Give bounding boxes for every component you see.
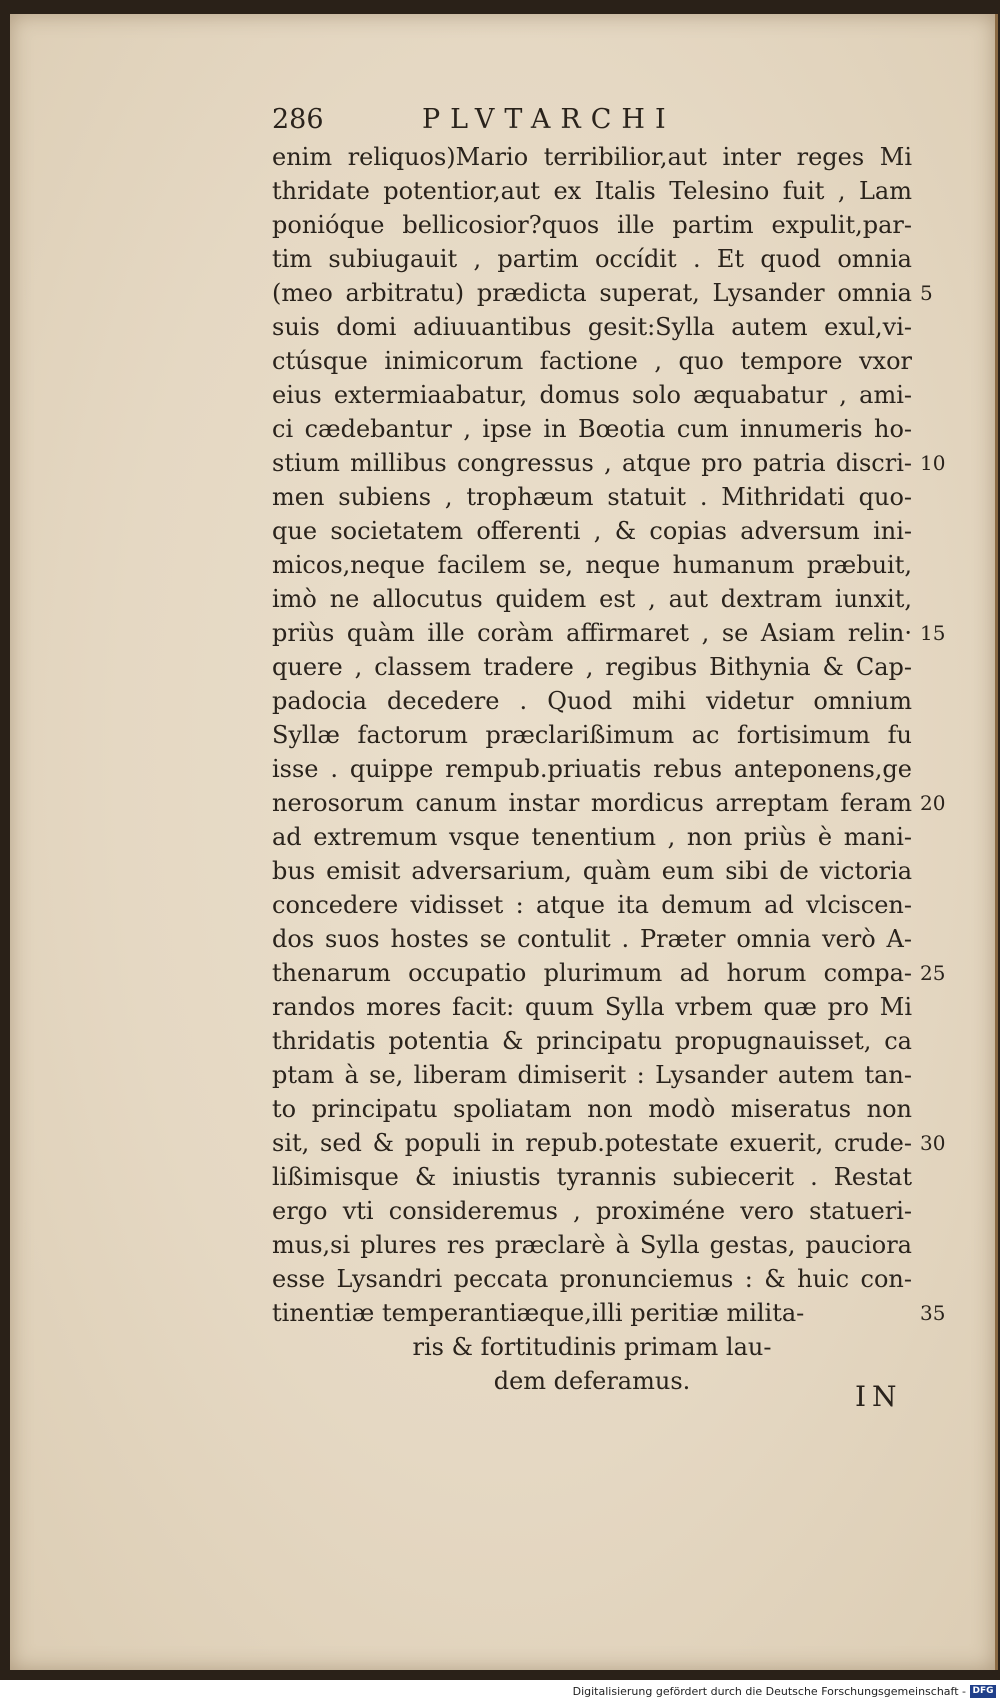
text-line bbox=[272, 684, 912, 718]
text-line bbox=[272, 1364, 912, 1398]
line-text: ergo vti consideremus , proximéne vero statueri- bbox=[272, 1197, 912, 1225]
line-text: nerosorum canum instar mordicus arreptam feram bbox=[272, 789, 912, 817]
line-text: tinentiæ temperantiæque,illi peritiæ milita- bbox=[272, 1299, 805, 1327]
line-text: concedere vidisset : atque ita demum ad vlciscen- bbox=[272, 891, 912, 919]
text-line bbox=[272, 616, 946, 650]
line-text: isse . quippe rempub.priuatis rebus anteponens,ge bbox=[272, 755, 912, 783]
line-text: ad extremum vsque tenentium , non priùs è mani- bbox=[272, 823, 912, 851]
text-line bbox=[272, 1024, 912, 1058]
line-text: thridate potentior,aut ex Italis Telesino fuit , Lam bbox=[272, 177, 912, 205]
line-text: stium millibus congressus , atque pro patria discri- bbox=[272, 449, 912, 477]
text-line bbox=[272, 718, 912, 752]
text-line bbox=[272, 412, 912, 446]
line-text: to principatu spoliatam non modò miseratus non bbox=[272, 1095, 912, 1123]
line-text: tim subiugauit , partim occídit . Et quod omnia bbox=[272, 245, 912, 273]
text-lines bbox=[272, 140, 946, 1398]
line-text: randos mores facit: quum Sylla vrbem quæ pro Mi bbox=[272, 993, 912, 1021]
text-line bbox=[272, 990, 912, 1024]
text-line bbox=[272, 1058, 912, 1092]
line-number: 30 bbox=[920, 1131, 946, 1155]
text-line bbox=[272, 1126, 946, 1160]
text-line bbox=[272, 650, 912, 684]
line-text: ris & fortitudinis primam lau- bbox=[412, 1333, 772, 1361]
line-text: thridatis potentia & principatu propugnauisset, ca bbox=[272, 1027, 912, 1055]
line-number: 20 bbox=[920, 791, 946, 815]
text-line bbox=[272, 548, 912, 582]
line-text: ptam à se, liberam dimiserit : Lysander autem tan- bbox=[272, 1061, 912, 1089]
line-number: 10 bbox=[920, 451, 946, 475]
line-text: men subiens , trophæum statuit . Mithridati quo- bbox=[272, 483, 912, 511]
line-text: dem deferamus. bbox=[493, 1367, 691, 1395]
line-number: 15 bbox=[920, 621, 946, 645]
text-line bbox=[272, 446, 946, 480]
page-number: 286 bbox=[272, 104, 324, 135]
line-text: ctúsque inimicorum factione , quo tempore vxor bbox=[272, 347, 912, 375]
line-text: dos suos hostes se contulit . Præter omnia verò A- bbox=[272, 925, 912, 953]
text-line bbox=[272, 888, 912, 922]
line-text: lißimisque & iniustis tyrannis subiecerit . Restat bbox=[272, 1163, 912, 1191]
text-line bbox=[272, 854, 912, 888]
line-text: que societatem offerenti , & copias adversum ini- bbox=[272, 517, 912, 545]
line-text: mus,si plures res præclarè à Sylla gestas, pauciora bbox=[272, 1231, 912, 1259]
text-line bbox=[272, 174, 912, 208]
line-text: thenarum occupatio plurimum ad horum compa- bbox=[272, 959, 912, 987]
line-number: 35 bbox=[920, 1301, 946, 1325]
line-text: eius extermiaabatur, domus solo æquabatur , ami- bbox=[272, 381, 912, 409]
text-line bbox=[272, 378, 912, 412]
text-block bbox=[272, 100, 946, 1398]
text-line bbox=[272, 208, 912, 242]
text-line bbox=[272, 1194, 912, 1228]
text-line bbox=[272, 1330, 912, 1364]
line-text: enim reliquos)Mario terribilior,aut inter reges Mi bbox=[272, 143, 912, 171]
line-text: suis domi adiuuantibus gesit:Sylla autem exul,vi- bbox=[272, 313, 912, 341]
text-line bbox=[272, 922, 912, 956]
text-line bbox=[272, 1092, 912, 1126]
line-text: ci cædebantur , ipse in Bœotia cum innumeris ho- bbox=[272, 415, 912, 443]
header-title: PLVTARCHI bbox=[422, 104, 676, 135]
text-line bbox=[272, 242, 912, 276]
catchword: IN bbox=[855, 1380, 903, 1413]
line-number: 5 bbox=[920, 281, 933, 305]
line-text: ponióque bellicosior?quos ille partim expulit,par- bbox=[272, 211, 912, 239]
text-line bbox=[272, 752, 912, 786]
text-line bbox=[272, 310, 912, 344]
running-head bbox=[272, 100, 912, 140]
line-text: imò ne allocutus quidem est , aut dextram iunxit, bbox=[272, 585, 912, 613]
dfg-logo: DFG bbox=[970, 1685, 996, 1698]
text-line bbox=[272, 140, 912, 174]
text-line bbox=[272, 582, 912, 616]
line-text: quere , classem tradere , regibus Bithynia & Cap- bbox=[272, 653, 912, 681]
text-line bbox=[272, 344, 912, 378]
text-line bbox=[272, 514, 912, 548]
text-line bbox=[272, 276, 933, 310]
line-text: padocia decedere . Quod mihi videtur omnium bbox=[272, 687, 912, 715]
line-text: Syllæ factorum præclarißimum ac fortisimum fu bbox=[272, 721, 912, 749]
line-text: (meo arbitratu) prædicta superat, Lysander omnia bbox=[272, 279, 912, 307]
text-line bbox=[272, 1160, 912, 1194]
text-line bbox=[272, 820, 912, 854]
line-text: priùs quàm ille coràm affirmaret , se Asiam relin· bbox=[272, 619, 912, 647]
line-text: bus emisit adversarium, quàm eum sibi de victoria bbox=[272, 857, 912, 885]
line-number: 25 bbox=[920, 961, 946, 985]
footer-credit: Digitalisierung gefördert durch die Deutsche Forschungsgemeinschaft - bbox=[572, 1685, 966, 1698]
text-line bbox=[272, 1296, 946, 1330]
line-text: micos,neque facilem se, neque humanum præbuit, bbox=[272, 551, 912, 579]
text-line bbox=[272, 1262, 912, 1296]
text-line bbox=[272, 1228, 912, 1262]
text-line bbox=[272, 956, 946, 990]
text-line bbox=[272, 786, 946, 820]
text-line bbox=[272, 480, 912, 514]
footer-bar bbox=[0, 1680, 1000, 1703]
line-text: esse Lysandri peccata pronunciemus : & huic con- bbox=[272, 1265, 912, 1293]
line-text: sit, sed & populi in repub.potestate exuerit, crude- bbox=[272, 1129, 912, 1157]
